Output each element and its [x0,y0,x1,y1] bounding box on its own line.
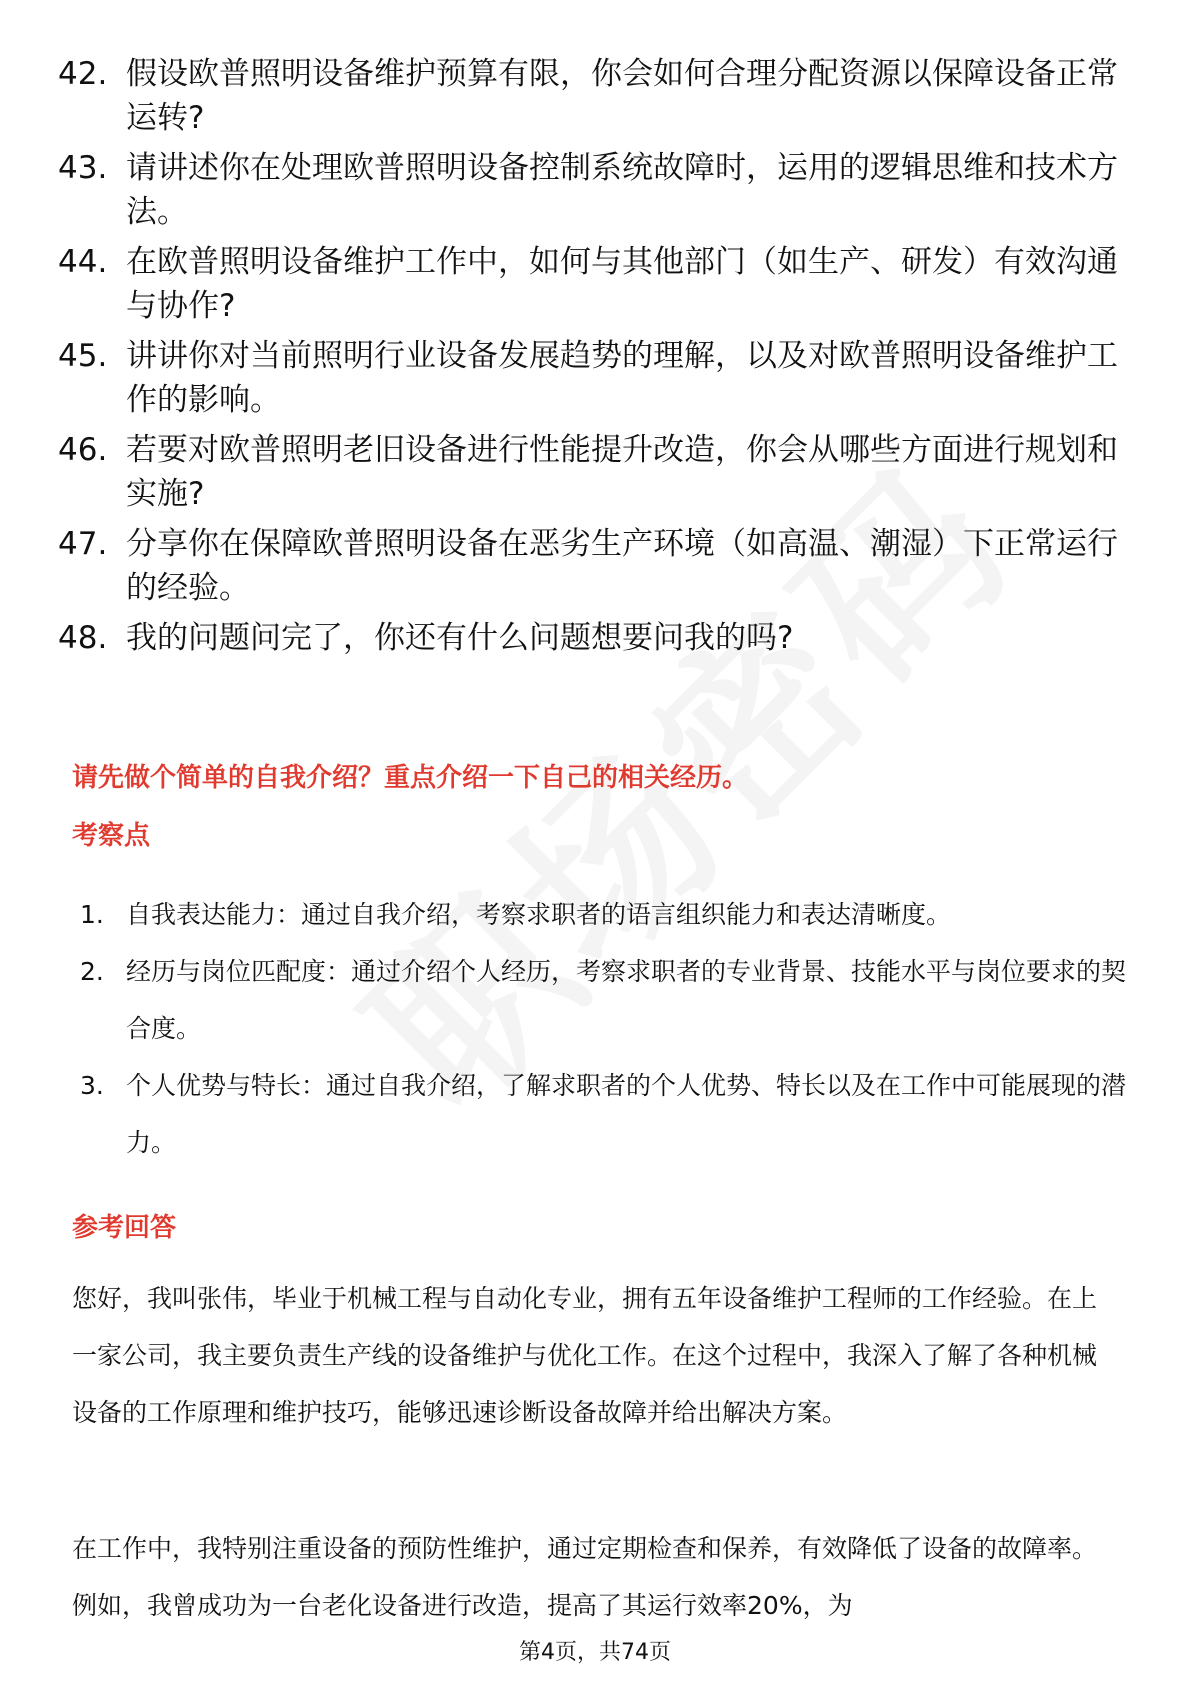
question-item [58,240,1138,328]
focus-point-number: 2. [80,957,104,986]
focus-point [80,943,1130,1057]
focus-point-text: 自我表达能力：通过自我介绍，考察求职者的语言组织能力和表达清晰度。 [126,900,952,929]
page-footer: 第4页，共74页 [519,1640,671,1665]
question-number: 47. [58,526,108,562]
focus-point [80,886,1130,943]
question-number: 44. [58,244,108,280]
question-text: 在欧普照明设备维护工作中，如何与其他部门（如生产、研发）有效沟通与协作? [126,244,1118,324]
question-item [58,522,1138,610]
question-number: 45. [58,338,108,374]
question-number: 43. [58,150,108,186]
focus-point-text: 经历与岗位匹配度：通过介绍个人经历，考察求职者的专业背景、技能水平与岗位要求的契合度。 [126,957,1127,1043]
question-number: 46. [58,432,108,468]
question-item [58,52,1138,140]
question-item [58,334,1138,422]
question-list [58,52,1138,666]
answer-paragraph: 您好，我叫张伟，毕业于机械工程与自动化专业，拥有五年设备维护工程师的工作经验。在上一家公司，我主要负责生产线的设备维护与优化工作。在这个过程中，我深入了解了各种机械设备的工作原理和维护技巧，能够迅速诊断设备故障并给出解决方案。 [72,1284,1098,1427]
focus-heading: 考察点 [72,821,151,851]
answer-heading: 参考回答 [72,1213,177,1243]
question-item [58,428,1138,516]
focus-point-number: 3. [80,1071,104,1100]
question-text: 请讲述你在处理欧普照明设备控制系统故障时，运用的逻辑思维和技术方法。 [126,150,1118,230]
question-item [58,616,1138,660]
question-number: 42. [58,56,108,92]
focus-point-list [80,886,1130,1171]
question-text: 若要对欧普照明老旧设备进行性能提升改造，你会从哪些方面进行规划和实施? [126,432,1118,512]
question-text: 假设欧普照明设备维护预算有限，你会如何合理分配资源以保障设备正常运转? [126,56,1118,136]
question-number: 48. [58,620,108,656]
focus-point-text: 个人优势与特长：通过自我介绍，了解求职者的个人优势、特长以及在工作中可能展现的潜力。 [126,1071,1127,1157]
question-text: 讲讲你对当前照明行业设备发展趋势的理解，以及对欧普照明设备维护工作的影响。 [126,338,1118,418]
question-text: 分享你在保障欧普照明设备在恶劣生产环境（如高温、潮湿）下正常运行的经验。 [126,526,1118,606]
question-item [58,146,1138,234]
focus-point-number: 1. [80,900,104,929]
focus-point [80,1057,1130,1171]
section-title: 请先做个简单的自我介绍？重点介绍一下自己的相关经历。 [72,763,749,793]
question-text: 我的问题问完了，你还有什么问题想要问我的吗? [126,620,794,656]
answer-paragraph: 在工作中，我特别注重设备的预防性维护，通过定期检查和保养，有效降低了设备的故障率。例如，我曾成功为一台老化设备进行改造，提高了其运行效率20%，为 [72,1534,1098,1620]
